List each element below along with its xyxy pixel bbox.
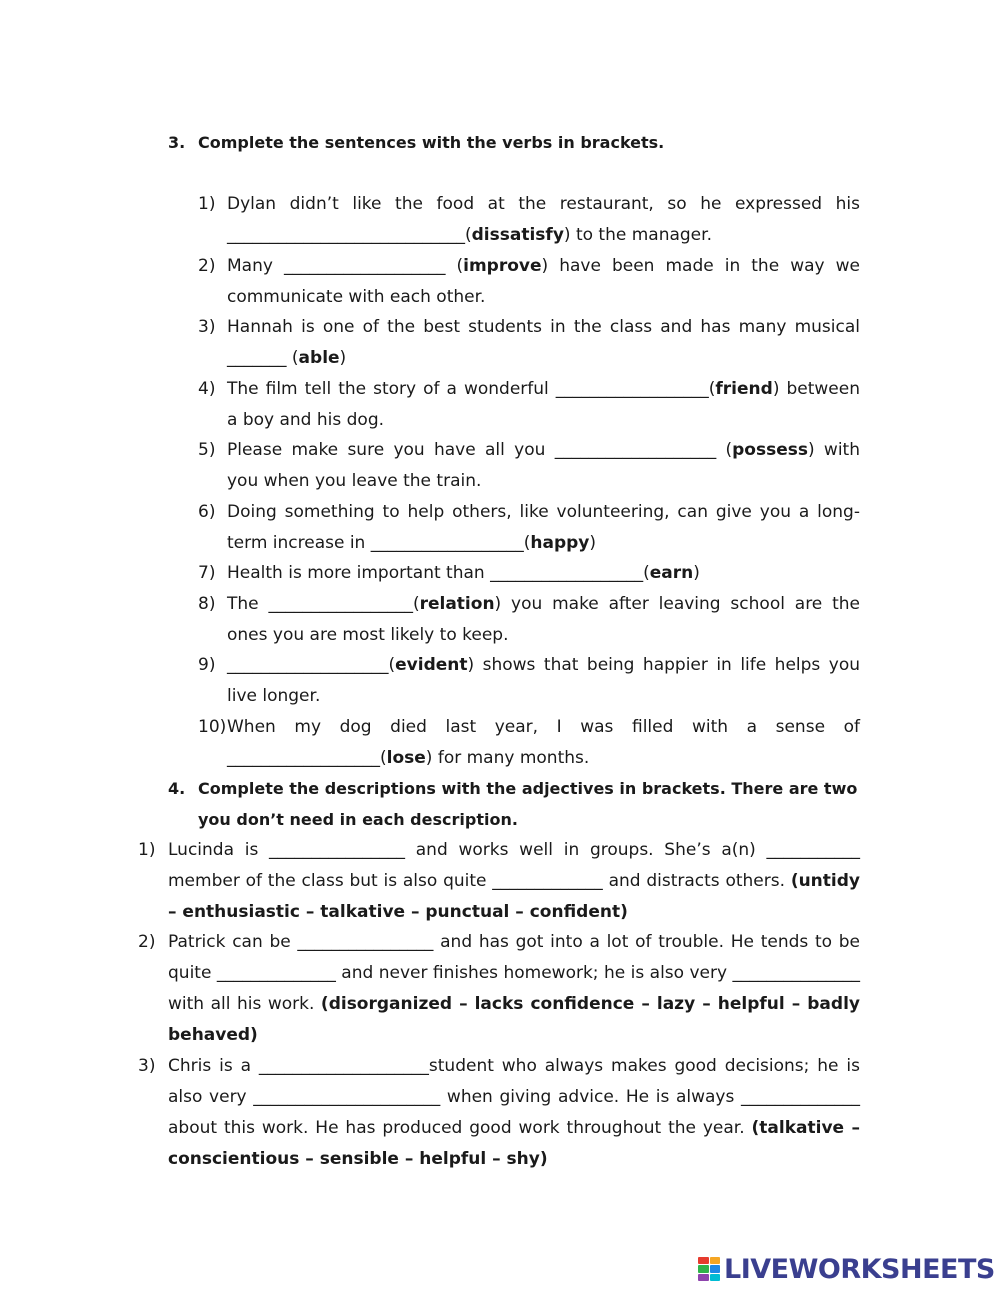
list-item (198, 435, 860, 497)
list-item (198, 312, 860, 374)
item-text: When my dog died last year, I was filled with a sense of __________________(lose) for many months. (227, 717, 860, 768)
verb-keyword: lose (386, 748, 426, 768)
liveworksheets-logo (698, 1254, 995, 1284)
verb-keyword: relation (419, 594, 495, 614)
item-number: 1) (198, 194, 216, 214)
list-item (198, 712, 860, 774)
list-item (198, 558, 860, 589)
adjective-options: (talkative – conscientious – sensible – helpful – shy) (168, 1118, 860, 1169)
list-item (198, 374, 860, 436)
list-item (138, 1051, 860, 1175)
item-number: 5) (198, 440, 216, 460)
list-item (198, 650, 860, 712)
item-text: Dylan didn’t like the food at the restaurant, so he expressed his ____________________________(dissatisfy) to the manager. (227, 194, 860, 245)
list-item (138, 927, 860, 1051)
verb-keyword: earn (649, 563, 694, 583)
item-number: 9) (198, 655, 216, 675)
verb-keyword: happy (530, 533, 590, 553)
list-item (198, 589, 860, 651)
verb-keyword: evident (395, 655, 468, 675)
section-3-number: 3. (168, 133, 186, 152)
item-text: The _________________(relation) you make after leaving school are the ones you are most likely to keep. (227, 594, 860, 645)
item-text: Lucinda is ________________ and works well in groups. She’s a(n) ___________ member of the class but is also quite _____________ and distracts others. (untidy – enthusiastic – talkative – punctual – confident) (168, 840, 860, 922)
adjective-options: (untidy – enthusiastic – talkative – punctual – confident) (168, 871, 860, 922)
list-item (198, 189, 860, 251)
verb-keyword: possess (732, 440, 808, 460)
section-4-number: 4. (168, 779, 186, 798)
list-item (198, 251, 860, 313)
verb-keyword: able (298, 348, 340, 368)
verb-keyword: dissatisfy (471, 225, 564, 245)
item-text: Hannah is one of the best students in the class and has many musical _______ (able) (227, 317, 860, 368)
list-item (138, 835, 860, 928)
item-number: 3) (138, 1056, 156, 1076)
item-number: 1) (138, 840, 156, 860)
logo-text: LIVEWORKSHEETS (724, 1253, 995, 1285)
adjective-options: (disorganized – lacks confidence – lazy – helpful – badly behaved) (168, 994, 860, 1045)
item-text: Patrick can be ________________ and has got into a lot of trouble. He tends to be quite ______________ and never finishes homework; he is also very _______________ with all his work. (disorganized – lacks confidence – lazy – helpful – badly behaved) (168, 932, 860, 1045)
list-item (198, 497, 860, 559)
item-text: Please make sure you have all you ___________________ (possess) with you when you leave the train. (227, 440, 860, 491)
item-number: 3) (198, 317, 216, 337)
item-number: 7) (198, 563, 216, 583)
item-text: ___________________(evident) shows that being happier in life helps you live longer. (227, 655, 860, 706)
item-number: 2) (198, 256, 216, 276)
item-number: 10) (198, 717, 227, 737)
item-text: Chris is a ____________________student who always makes good decisions; he is also very ______________________ when giving advice. He is always ______________ about this work. He has produced good work throughout the year. (talkative – conscientious – sensible – helpful – shy) (168, 1056, 860, 1169)
item-number: 8) (198, 594, 216, 614)
verb-keyword: improve (463, 256, 542, 276)
item-text: Doing something to help others, like volunteering, can give you a long-term increase in __________________(happy) (227, 502, 860, 553)
item-number: 2) (138, 932, 156, 952)
verb-keyword: friend (715, 379, 773, 399)
section-3-title: Complete the sentences with the verbs in brackets. (198, 133, 665, 152)
logo-icon (698, 1257, 720, 1281)
item-text: Health is more important than __________________(earn) (227, 563, 700, 583)
section-4-title: Complete the descriptions with the adjectives in brackets. There are two you don’t need in each description. (198, 779, 858, 829)
item-number: 4) (198, 379, 216, 399)
item-text: The film tell the story of a wonderful __________________(friend) between a boy and his dog. (227, 379, 860, 430)
item-number: 6) (198, 502, 216, 522)
item-text: Many ___________________ (improve) have been made in the way we communicate with each other. (227, 256, 860, 307)
